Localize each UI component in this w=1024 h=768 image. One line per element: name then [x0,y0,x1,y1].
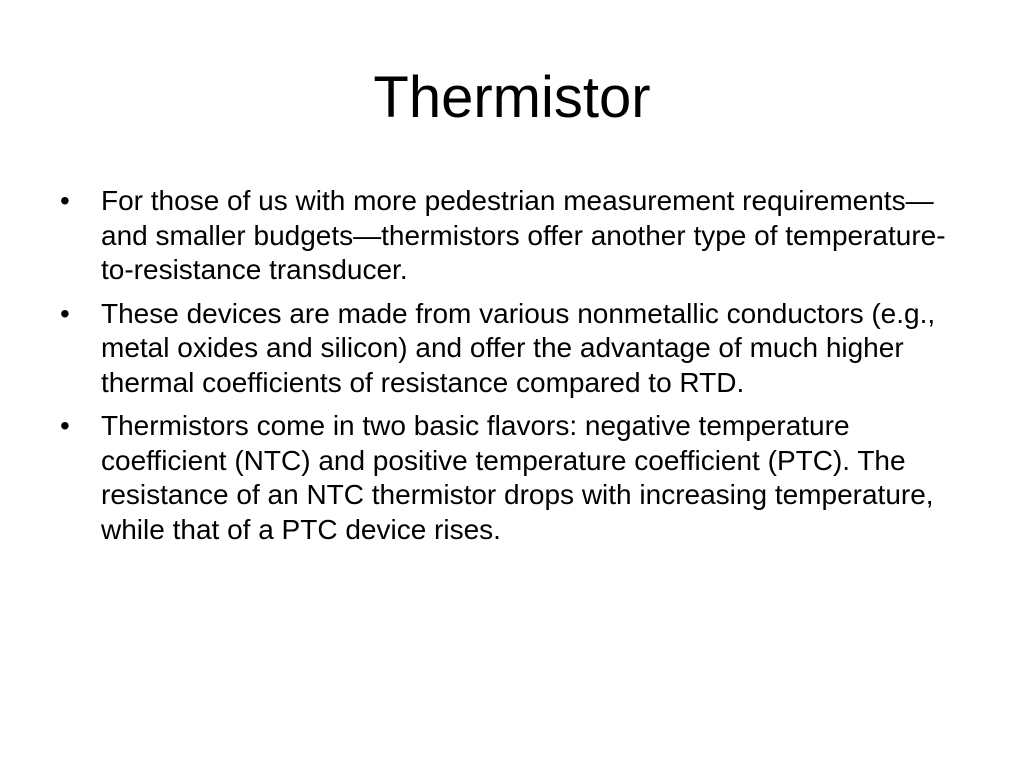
bullet-item [60,184,960,288]
bullet-list [60,184,960,556]
slide-title: Thermistor [373,65,651,130]
bullet-icon: • [60,185,70,216]
bullet-item [60,409,960,547]
bullet-icon: • [60,297,70,329]
bullet-item [60,297,960,401]
bullet-text: For those of us with more pedestrian measurement requirements—and smaller budgets—thermistors offer another type of temperature-to-resistance transducer. [101,185,946,285]
bullet-text: These devices are made from various nonmetallic conductors (e.g., metal oxides and silicon) and offer the advantage of much higher thermal coefficients of resistance compared to RTD. [101,297,936,398]
bullet-icon: • [60,410,70,441]
bullet-text: Thermistors come in two basic flavors: negative temperature coefficient (NTC) and positive temperature coefficient (PTC). The resistance of an NTC thermistor drops with increasing temperature, while that of a PTC device rises. [101,410,934,545]
